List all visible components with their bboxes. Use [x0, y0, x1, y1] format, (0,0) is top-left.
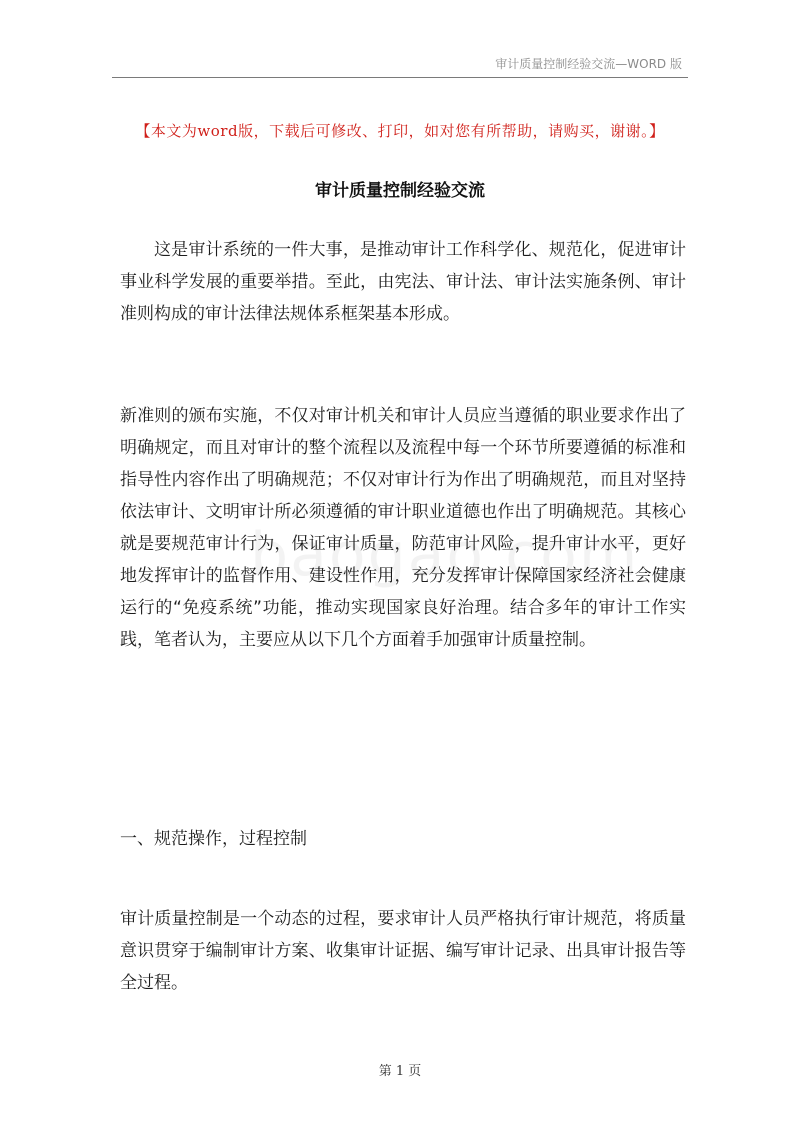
paragraph-new-standards: 新准则的颁布实施，不仅对审计机关和审计人员应当遵循的职业要求作出了明确规定，而且对审计的整个流程以及流程中每一个环节所要遵循的标准和指导性内容作出了明确规范；不仅对审计行为作出了明确规范，而且对坚持依法审计、文明审计所必须遵循的审计职业道德也作出了明确规范。其核心就是要规范审计行为，保证审计质量，防范审计风险，提升审计水平，更好地发挥审计的监督作用、建设性作用，充分发挥审计保障国家经济社会健康运行的“免疫系统”功能，推动实现国家良好治理。结合多年的审计工作实践，笔者认为，主要应从以下几个方面着手加强审计质量控制。 [120, 406, 686, 650]
section-heading-1: 一、规范操作，过程控制 [120, 829, 307, 849]
purchase-notice: 【本文为word版，下载后可修改、打印，如对您有所帮助，请购买，谢谢。】 [135, 122, 665, 140]
paragraph-quality-control: 审计质量控制是一个动态的过程，要求审计人员严格执行审计规范，将质量意识贯穿于编制审计方案、收集审计证据、编写审计记录、出具审计报告等全过程。 [120, 909, 686, 993]
document-title: 审计质量控制经验交流 [315, 181, 485, 201]
watermark [250, 520, 639, 590]
running-header: 审计质量控制经验交流—WORD 版 [495, 57, 682, 71]
paragraph-intro: 这是审计系统的一件大事，是推动审计工作科学化、规范化，促进审计事业科学发展的重要举措。至此，由宪法、审计法、审计法实施条例、审计准则构成的审计法律法规体系框架基本形成。 [120, 240, 686, 324]
page-number: 第 1 页 [378, 1064, 422, 1079]
header-divider [112, 77, 688, 78]
